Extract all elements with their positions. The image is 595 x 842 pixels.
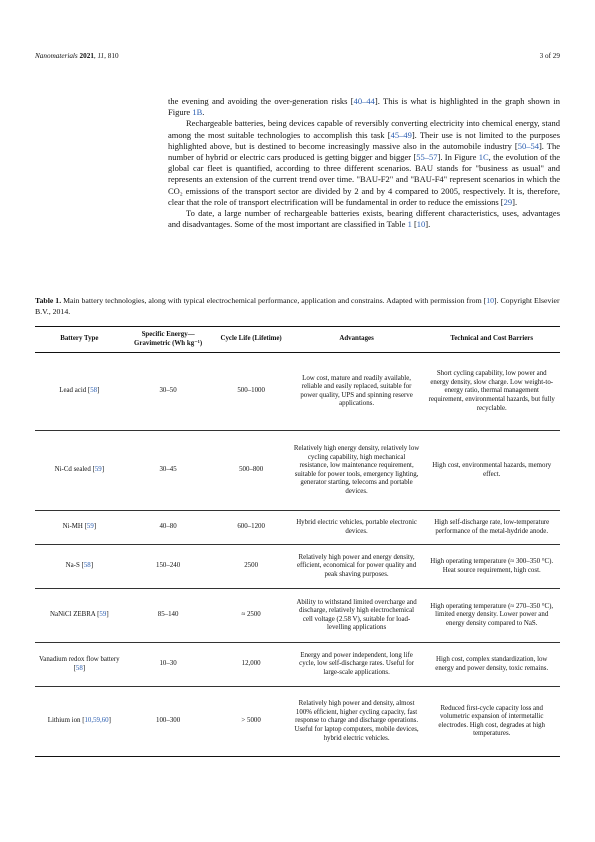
cell-energy: 30–50 <box>124 353 213 431</box>
cell-energy: 85–140 <box>124 589 213 643</box>
cell-battery-type: NaNiCl ZEBRA [59] <box>35 589 124 643</box>
cell-energy: 10–30 <box>124 643 213 687</box>
cell-advantages: Energy and power independent, long life cycle, low self-discharge rates. Useful for large-scale applications. <box>290 643 424 687</box>
header-battery-type: Battery Type <box>35 327 124 353</box>
cell-battery-type: Lead acid [58] <box>35 353 124 431</box>
running-header <box>35 52 560 64</box>
paragraph-2: Rechargeable batteries, being devices capable of reversibly converting electricity into chemical energy, stand among the most suitable technologies to accomplish this task [45–49]. Their use is not limited to the purposes highlighted above, but is destined to become increasingly massive also in the automobile industry [50–54]. The number of hybrid or electric cars produced is getting bigger and bigger [55–57]. In Figure 1C, the evolution of the global car fleet is quantified, according to three different scenarios. BAU stands for "business as usual" and represents an extension of the current trend over time. "BAU-F2" and "BAU-F4" represent scenarios in which the CO₂ emissions of the transport sector are divided by 2 and by 4 compared to 2005, respectively. It is, therefore, clear that the role of transport electrification will be fundamental in order to reduce the emissions [29]. <box>168 118 560 207</box>
table-caption-text: Main battery technologies, along with typical electrochemical performance, application and constrains. Adapted with permission from [10]. Copyright Elsevier B.V., 2014. <box>35 296 560 316</box>
cell-energy: 30–45 <box>124 431 213 511</box>
table-row <box>35 431 560 511</box>
paragraph-1: the evening and avoiding the over-generation risks [40–44]. This is what is highlighted in the graph shown in Figure 1B. <box>168 96 560 118</box>
table-row <box>35 511 560 545</box>
cell-barriers: High operating temperature (≈ 300–350 °C). Heat source requirement, high cost. <box>423 545 560 589</box>
cell-cycle-life: ≈ 2500 <box>213 589 290 643</box>
cell-barriers: High self-discharge rate, low-temperature performance of the metal-hydride anode. <box>423 511 560 545</box>
cell-cycle-life: 2500 <box>213 545 290 589</box>
header-barriers: Technical and Cost Barriers <box>423 327 560 353</box>
cell-energy: 40–80 <box>124 511 213 545</box>
cell-energy: 100–300 <box>124 687 213 757</box>
journal-name: Nanomaterials <box>35 52 78 60</box>
page-number: 3 of 29 <box>539 52 560 60</box>
cell-cycle-life: > 5000 <box>213 687 290 757</box>
table-row <box>35 643 560 687</box>
cell-battery-type: Lithium ion [10,59,60] <box>35 687 124 757</box>
cell-advantages: Relatively high energy density, relatively low cycling capability, high mechanical resistance, low maintenance requirement, suitable for power tools, emergency lighting, generator starting, telecoms and portable devices. <box>290 431 424 511</box>
cell-battery-type: Ni-Cd sealed [59] <box>35 431 124 511</box>
battery-table <box>35 326 560 757</box>
cell-advantages: Relatively high power and energy density, efficient, economical for power quality and peak shaving purposes. <box>290 545 424 589</box>
cell-barriers: High operating temperature (≈ 270–350 °C), limited energy density. Lower power and energy density compared to NaS. <box>423 589 560 643</box>
cell-advantages: Ability to withstand limited overcharge and discharge, relatively high electrochemical cell voltage (2.58 V), suitable for load-levelling applications <box>290 589 424 643</box>
body-text <box>168 96 560 230</box>
cell-cycle-life: 500–800 <box>213 431 290 511</box>
cell-energy: 150–240 <box>124 545 213 589</box>
cell-battery-type: Na-S [58] <box>35 545 124 589</box>
journal-year: 2021 <box>79 52 94 60</box>
cell-advantages: Hybrid electric vehicles, portable electronic devices. <box>290 511 424 545</box>
cell-advantages: Relatively high power and density, almost 100% efficient, higher cycling capacity, fast response to charge and discharge operations. Useful for laptop computers, mobile devices, hybrid electric vehicles. <box>290 687 424 757</box>
table-caption <box>35 296 560 317</box>
cell-cycle-life: 500–1000 <box>213 353 290 431</box>
header-advantages: Advantages <box>290 327 424 353</box>
cell-barriers: High cost, complex standardization, low energy and power density, toxic remains. <box>423 643 560 687</box>
cell-cycle-life: 600–1200 <box>213 511 290 545</box>
cell-battery-type: Vanadium redox flow battery [58] <box>35 643 124 687</box>
header-specific-energy: Specific Energy—Gravimetric (Wh kg⁻¹) <box>124 327 213 353</box>
table-label: Table 1. <box>35 296 62 305</box>
article-number: 810 <box>107 52 119 60</box>
cell-barriers: High cost, environmental hazards, memory effect. <box>423 431 560 511</box>
table-header-row <box>35 327 560 353</box>
cell-barriers: Short cycling capability, low power and energy density, slow charge. Low weight-to-energy ratio, thermal management requirement, environmental hazards, but fully recyclable. <box>423 353 560 431</box>
paragraph-3: To date, a large number of rechargeable batteries exists, bearing different characteristics, uses, advantages and disadvantages. Some of the most important are classified in Table 1 [10]. <box>168 208 560 230</box>
cell-cycle-life: 12,000 <box>213 643 290 687</box>
table-row <box>35 545 560 589</box>
table-row <box>35 687 560 757</box>
header-cycle-life: Cycle Life (Lifetime) <box>213 327 290 353</box>
journal-volume: 11 <box>97 52 105 60</box>
cell-battery-type: Ni-MH [59] <box>35 511 124 545</box>
journal-citation: Nanomaterials 2021, 11, 810 <box>35 52 119 60</box>
cell-advantages: Low cost, mature and readily available, reliable and easily replaced, suitable for power quality, UPS and spinning reserve applications. <box>290 353 424 431</box>
table-row <box>35 589 560 643</box>
table-row <box>35 353 560 431</box>
cell-barriers: Reduced first-cycle capacity loss and volumetric expansion of intermetallic electrodes. High cost, degrades at high temperatures. <box>423 687 560 757</box>
